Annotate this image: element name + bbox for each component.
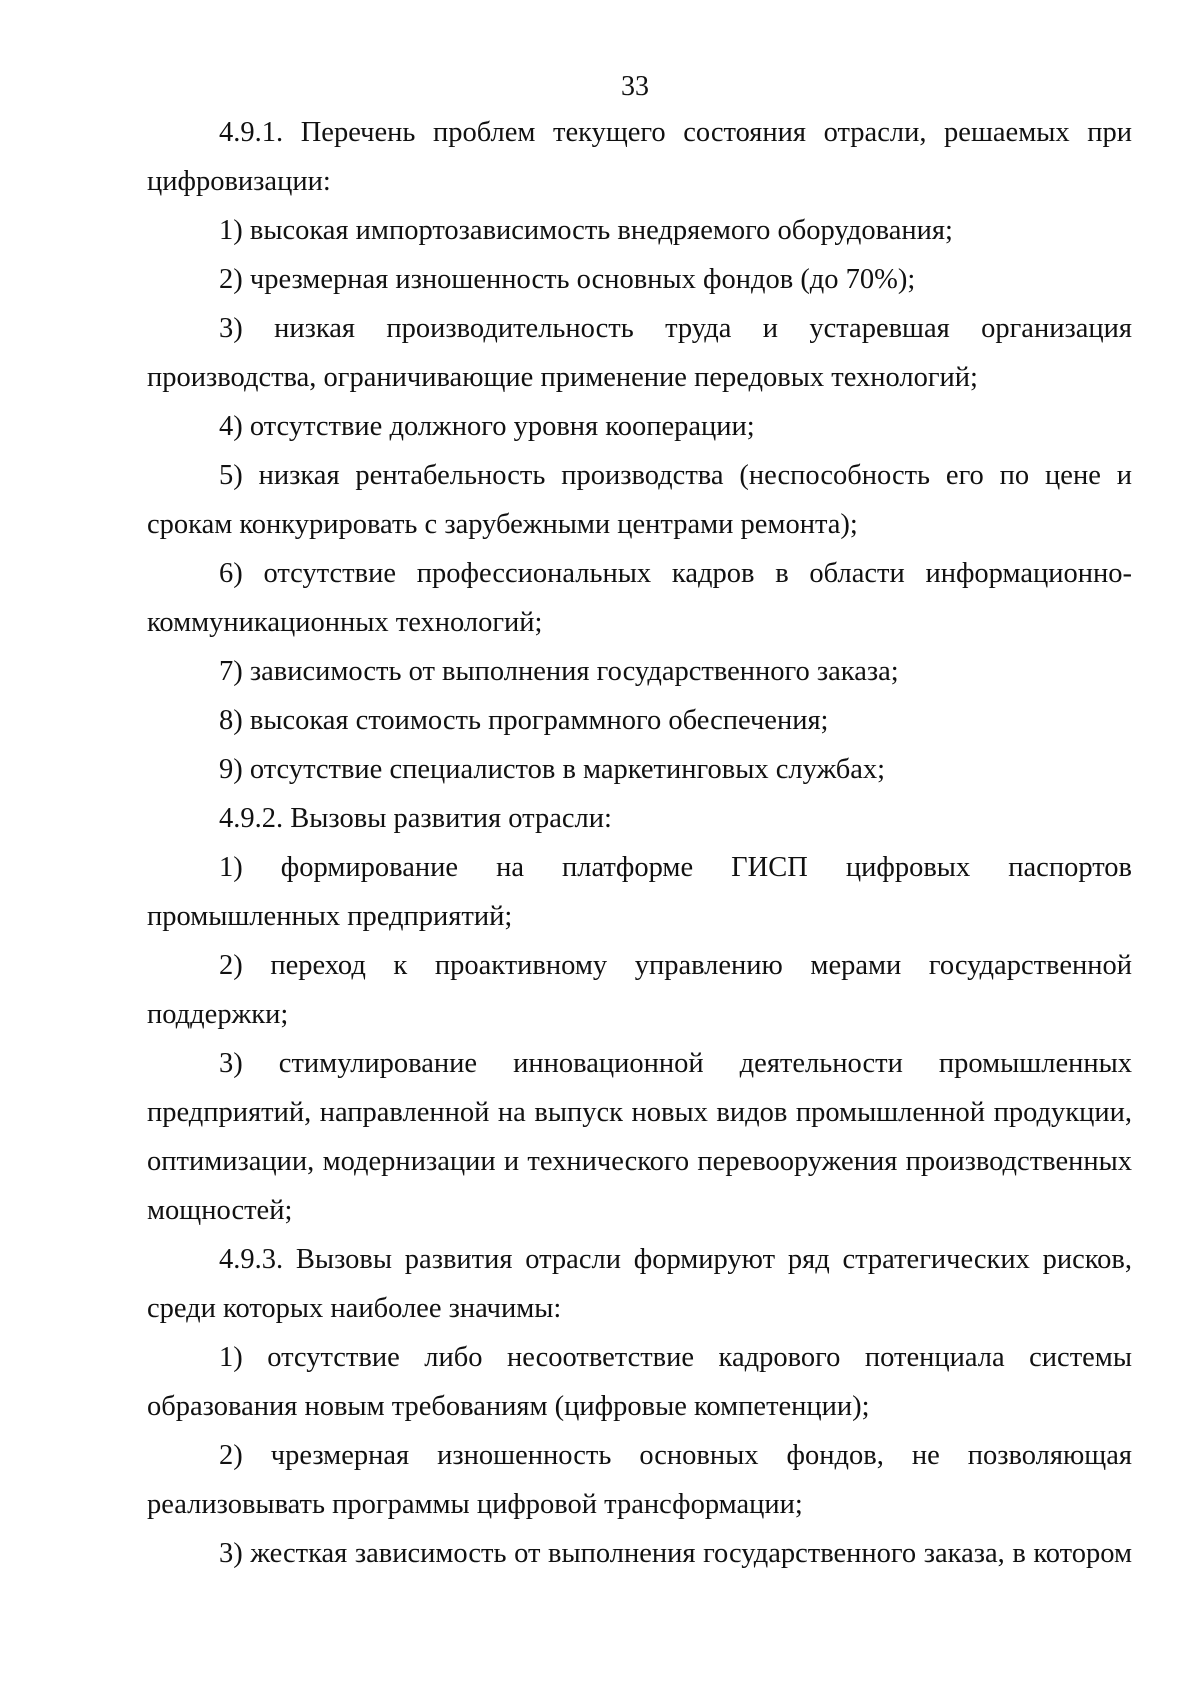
list-item-problem-8: 8) высокая стоимость программного обеспечения; xyxy=(219,705,829,736)
list-item-problem-4: 4) отсутствие должного уровня кооперации; xyxy=(219,411,755,442)
list-item-problem-6: 6) отсутствие профессиональных кадров в области информационно-коммуникационных технологий; xyxy=(147,558,1132,638)
page-number: 33 xyxy=(621,71,649,102)
list-item-risk-1: 1) отсутствие либо несоответствие кадрового потенциала системы образования новым требованиям (цифровые компетенции); xyxy=(147,1342,1132,1422)
paragraph-4-9-1-heading: 4.9.1. Перечень проблем текущего состояния отрасли, решаемых при цифровизации: xyxy=(147,117,1132,197)
paragraph-4-9-2-heading: 4.9.2. Вызовы развития отрасли: xyxy=(219,803,612,834)
list-item-risk-3: 3) жесткая зависимость от выполнения государственного заказа, в котором xyxy=(219,1538,1132,1569)
list-item-challenge-3: 3) стимулирование инновационной деятельности промышленных предприятий, направленной на выпуск новых видов промышленной продукции, оптимизации, модернизации и технического перевооружения производственных мощностей; xyxy=(147,1048,1132,1226)
list-item-risk-2: 2) чрезмерная изношенность основных фондов, не позволяющая реализовывать программы цифровой трансформации; xyxy=(147,1440,1132,1520)
list-item-problem-3: 3) низкая производительность труда и устаревшая организация производства, ограничивающие применение передовых технологий; xyxy=(147,313,1132,393)
list-item-problem-2: 2) чрезмерная изношенность основных фондов (до 70%); xyxy=(219,264,916,295)
list-item-challenge-1: 1) формирование на платформе ГИСП цифровых паспортов промышленных предприятий; xyxy=(147,852,1132,932)
list-item-challenge-2: 2) переход к проактивному управлению мерами государственной поддержки; xyxy=(147,950,1132,1030)
list-item-problem-1: 1) высокая импортозависимость внедряемого оборудования; xyxy=(219,215,953,246)
list-item-problem-7: 7) зависимость от выполнения государственного заказа; xyxy=(219,656,899,687)
document-body xyxy=(147,108,1132,1578)
list-item-problem-5: 5) низкая рентабельность производства (неспособность его по цене и срокам конкурировать с зарубежными центрами ремонта); xyxy=(147,460,1132,540)
paragraph-4-9-3-heading: 4.9.3. Вызовы развития отрасли формируют ряд стратегических рисков, среди которых наиболее значимы: xyxy=(147,1244,1132,1324)
list-item-problem-9: 9) отсутствие специалистов в маркетинговых службах; xyxy=(219,754,886,785)
